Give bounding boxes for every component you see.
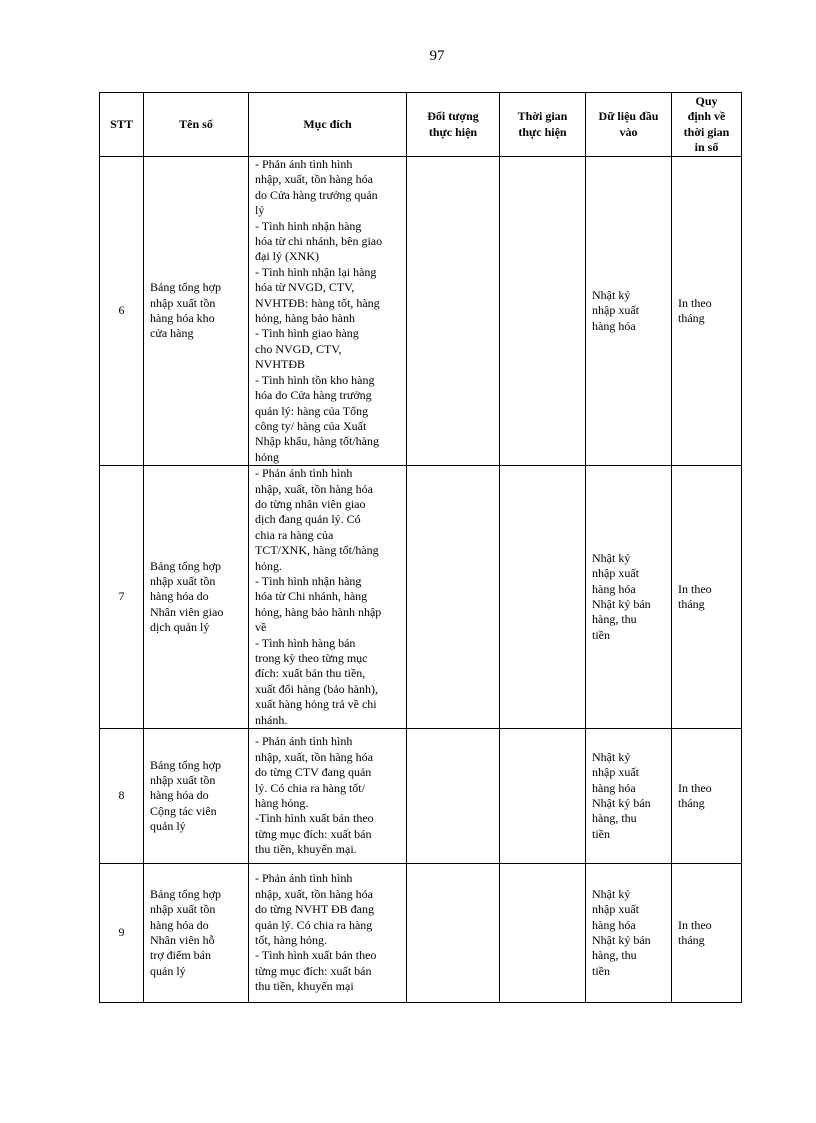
row-stt: 6 bbox=[100, 157, 144, 466]
header-time: Thời gian thực hiện bbox=[500, 93, 586, 157]
row-rule: In theo tháng bbox=[672, 466, 742, 729]
header-rule: Quy định về thời gian in sổ bbox=[672, 93, 742, 157]
table-header-row bbox=[100, 93, 742, 157]
row-stt: 8 bbox=[100, 729, 144, 864]
row-rule: In theo tháng bbox=[672, 729, 742, 864]
header-name: Tên sổ bbox=[144, 93, 249, 157]
row-subject bbox=[407, 729, 500, 864]
row-time bbox=[500, 466, 586, 729]
row-stt: 7 bbox=[100, 466, 144, 729]
table-row bbox=[100, 729, 742, 864]
table-row bbox=[100, 466, 742, 729]
row-subject bbox=[407, 157, 500, 466]
row-rule: In theo tháng bbox=[672, 157, 742, 466]
header-stt: STT bbox=[100, 93, 144, 157]
row-time bbox=[500, 729, 586, 864]
row-rule: In theo tháng bbox=[672, 864, 742, 1003]
row-time bbox=[500, 864, 586, 1003]
row-input: Nhật ký nhập xuất hàng hóa Nhật ký bán hàng, thu tiền bbox=[586, 864, 672, 1003]
row-name: Bảng tổng hợp nhập xuất tồn hàng hóa do Cộng tác viên quản lý bbox=[144, 729, 249, 864]
row-input: Nhật ký nhập xuất hàng hóa bbox=[586, 157, 672, 466]
row-input: Nhật ký nhập xuất hàng hóa Nhật ký bán hàng, thu tiền bbox=[586, 466, 672, 729]
table-row bbox=[100, 157, 742, 466]
page-number: 97 bbox=[429, 48, 445, 64]
row-stt: 9 bbox=[100, 864, 144, 1003]
row-name: Bảng tổng hợp nhập xuất tồn hàng hóa do Nhân viên hỗ trợ điểm bán quản lý bbox=[144, 864, 249, 1003]
row-name: Bảng tổng hợp nhập xuất tồn hàng hóa do Nhân viên giao dịch quản lý bbox=[144, 466, 249, 729]
row-subject bbox=[407, 864, 500, 1003]
row-purpose: - Phản ánh tình hình nhập, xuất, tồn hàng hóa do từng NVHT ĐB đang quản lý. Có chia ra hàng tốt, hàng hỏng. - Tình hình xuất bán theo từng mục đích: xuất bán thu tiền, khuyến mại bbox=[249, 864, 407, 1003]
table-row bbox=[100, 864, 742, 1003]
header-subject: Đối tượng thực hiện bbox=[407, 93, 500, 157]
row-purpose: - Phản ánh tình hình nhập, xuất, tồn hàng hóa do từng CTV đang quản lý. Có chia ra hàng tốt/ hàng hỏng. -Tình hình xuất bán theo từng mục đích: xuất bán thu tiền, khuyến mại. bbox=[249, 729, 407, 864]
register-table bbox=[99, 92, 742, 1003]
row-purpose: - Phản ánh tình hình nhập, xuất, tồn hàng hóa do Cửa hàng trưởng quản lý - Tình hình nhận hàng hóa từ chi nhánh, bên giao đại lý (XNK) - Tình hình nhận lại hàng hóa từ NVGD, CTV, NVHTĐB: hàng tốt, hàng hỏng, hàng bảo hành - Tình hình giao hàng cho NVGD, CTV, NVHTĐB - Tình hình tồn kho hàng hóa do Cửa hàng trưởng quản lý: hàng của Tổng công ty/ hàng của Xuất Nhập khẩu, hàng tốt/hàng hỏng bbox=[249, 157, 407, 466]
row-time bbox=[500, 157, 586, 466]
row-subject bbox=[407, 466, 500, 729]
row-name: Bảng tổng hợp nhập xuất tồn hàng hóa kho cửa hàng bbox=[144, 157, 249, 466]
header-purpose: Mục đích bbox=[249, 93, 407, 157]
row-purpose: - Phản ánh tình hình nhập, xuất, tồn hàng hóa do từng nhân viên giao dịch đang quản lý. Có chia ra hàng của TCT/XNK, hàng tốt/hàng hỏng. - Tình hình nhận hàng hóa từ Chi nhánh, hàng hỏng, hàng bảo hành nhập về - Tình hình hàng bán trong kỳ theo từng mục đích: xuất bán thu tiền, xuất đổi hàng (bảo hành), xuất hàng hỏng trả về chi nhánh. bbox=[249, 466, 407, 729]
header-input: Dữ liệu đầu vào bbox=[586, 93, 672, 157]
row-input: Nhật ký nhập xuất hàng hóa Nhật ký bán hàng, thu tiền bbox=[586, 729, 672, 864]
